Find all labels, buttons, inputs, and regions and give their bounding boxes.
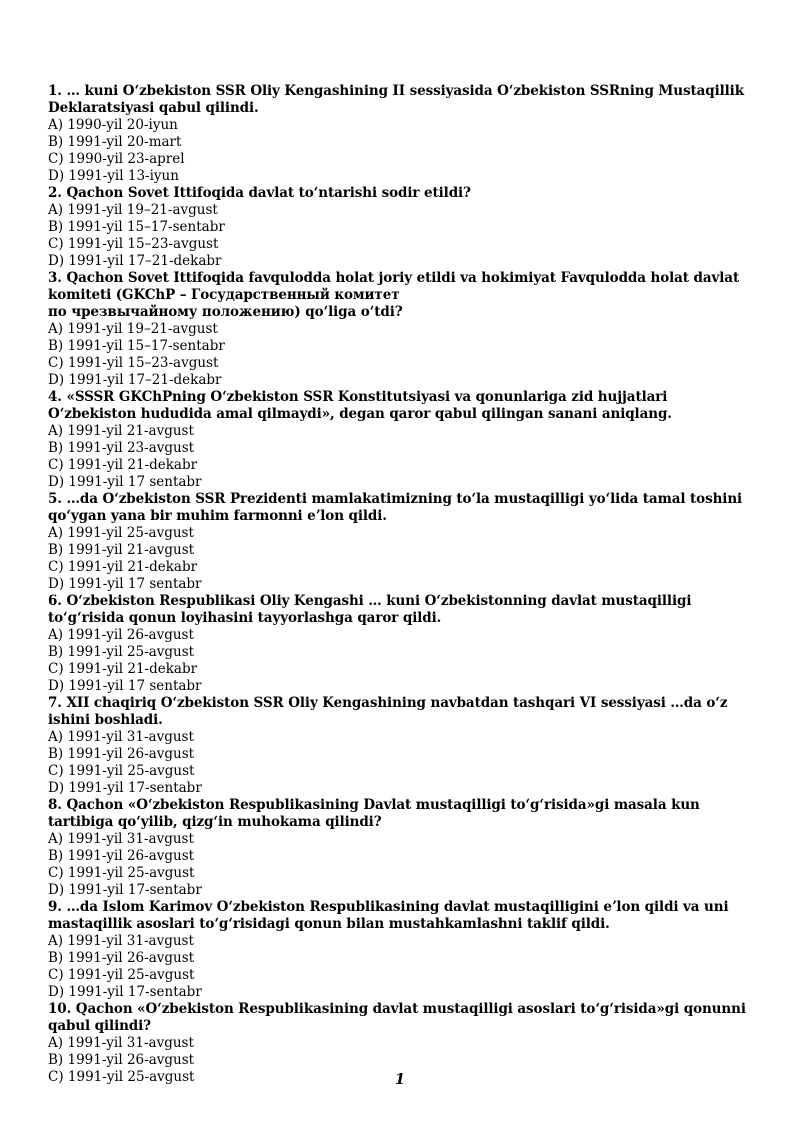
option-letter: B ) xyxy=(48,542,67,558)
option-text: 1991-yil 31-avgust xyxy=(67,729,194,745)
question-text: 3. Qachon Sovet Ittifoqida favqulodda holat joriy etildi va hokimiyat Favqulodda holat davlat komiteti (GKChP – Государственный комитет по чрезвычайному положению) qoʻliga oʻtdi? xyxy=(48,270,740,320)
answer-option xyxy=(48,644,753,661)
question-text: 9. …da Islom Karimov Oʻzbekiston Respublikasining davlat mustaqilligini eʼlon qildi va uni mastaqillik asoslari toʻgʻrisidagi qonun bilan mustahkamlashni taklif qildi. xyxy=(48,899,729,932)
option-text: 1991-yil 25-avgust xyxy=(67,525,194,541)
question-list xyxy=(48,83,753,1086)
answer-option xyxy=(48,729,753,746)
option-letter: B ) xyxy=(48,1052,67,1068)
answer-option xyxy=(48,321,753,338)
option-letter: A ) xyxy=(48,627,67,643)
page-number: 1 xyxy=(394,1070,406,1088)
answer-option xyxy=(48,559,753,576)
answer-option xyxy=(48,355,753,372)
option-letter: A ) xyxy=(48,729,67,745)
option-text: 1991-yil 17–21-dekabr xyxy=(68,253,222,269)
question-block xyxy=(48,797,753,899)
option-text: 1991-yil 26-avgust xyxy=(67,627,194,643)
answer-option xyxy=(48,440,753,457)
answer-option xyxy=(48,933,753,950)
option-letter: B ) xyxy=(48,848,67,864)
question-block xyxy=(48,185,753,270)
option-letter: C ) xyxy=(48,967,68,983)
answer-option xyxy=(48,746,753,763)
answer-option xyxy=(48,219,753,236)
option-text: 1991-yil 13-iyun xyxy=(68,168,179,184)
option-letter: A ) xyxy=(48,321,67,337)
question-block xyxy=(48,899,753,1001)
option-text: 1991-yil 25-avgust xyxy=(67,763,195,779)
answer-option xyxy=(48,967,753,984)
option-letter: B ) xyxy=(48,338,67,354)
option-text: 1991-yil 21-avgust xyxy=(67,423,194,439)
option-text: 1991-yil 20-mart xyxy=(67,134,182,150)
answer-option xyxy=(48,865,753,882)
option-letter: C ) xyxy=(48,457,68,473)
answer-option xyxy=(48,236,753,253)
option-text: 1991-yil 26-avgust xyxy=(67,746,195,762)
option-letter: D ) xyxy=(48,678,68,694)
answer-option xyxy=(48,253,753,270)
answer-option xyxy=(48,372,753,389)
option-text: 1991-yil 21-dekabr xyxy=(67,457,198,473)
answer-option xyxy=(48,576,753,593)
option-letter: D ) xyxy=(48,984,68,1000)
question-text: 8. Qachon «Oʻzbekiston Respublikasining Davlat mustaqilligi toʻgʻrisida»gi masala kun tartibiga qoʻyilib, qizgʻin muhokama qilindi? xyxy=(48,797,700,830)
option-letter: C ) xyxy=(48,151,68,167)
option-letter: C ) xyxy=(48,236,68,252)
answer-option xyxy=(48,780,753,797)
option-letter: D ) xyxy=(48,780,68,796)
answer-option xyxy=(48,542,753,559)
question-block xyxy=(48,83,753,185)
option-letter: C ) xyxy=(48,763,68,779)
option-text: 1991-yil 17 sentabr xyxy=(68,576,202,592)
option-letter: D ) xyxy=(48,474,68,490)
answer-option xyxy=(48,338,753,355)
option-letter: A ) xyxy=(48,933,67,949)
option-letter: A ) xyxy=(48,117,67,133)
option-text: 1991-yil 21-dekabr xyxy=(67,661,198,677)
answer-option xyxy=(48,661,753,678)
answer-option xyxy=(48,525,753,542)
option-text: 1991-yil 25-avgust xyxy=(67,967,195,983)
option-text: 1991-yil 15–17-sentabr xyxy=(67,338,225,354)
option-letter: C ) xyxy=(48,559,68,575)
option-letter: D ) xyxy=(48,882,68,898)
option-letter: B ) xyxy=(48,440,67,456)
option-text: 1991-yil 26-avgust xyxy=(67,1052,195,1068)
option-text: 1991-yil 15–23-avgust xyxy=(67,355,219,371)
option-text: 1991-yil 19–21-avgust xyxy=(67,321,218,337)
answer-option xyxy=(48,848,753,865)
answer-option xyxy=(48,474,753,491)
option-letter: B ) xyxy=(48,644,67,660)
option-letter: A ) xyxy=(48,525,67,541)
option-text: 1991-yil 26-avgust xyxy=(67,848,195,864)
question-text: 7. XII chaqiriq Oʻzbekiston SSR Oliy Kengashining navbatdan tashqari VI sessiyasi …da oʻz ishini boshladi. xyxy=(48,695,728,728)
answer-option xyxy=(48,423,753,440)
question-block xyxy=(48,695,753,797)
option-letter: D ) xyxy=(48,372,68,388)
option-text: 1991-yil 17 sentabr xyxy=(68,474,202,490)
answer-option xyxy=(48,117,753,134)
question-block xyxy=(48,491,753,593)
option-letter: A ) xyxy=(48,202,67,218)
option-text: 1991-yil 31-avgust xyxy=(67,1035,194,1051)
option-text: 1991-yil 23-avgust xyxy=(67,440,195,456)
answer-option xyxy=(48,151,753,168)
answer-option xyxy=(48,168,753,185)
option-text: 1990-yil 23-aprel xyxy=(67,151,185,167)
answer-option xyxy=(48,134,753,151)
option-letter: C ) xyxy=(48,865,68,881)
question-text: 6. Oʻzbekiston Respublikasi Oliy Kengashi … kuni Oʻzbekistonning davlat mustaqilligi toʻgʻrisida qonun loyihasini tayyorlashga qaror qildi. xyxy=(48,593,692,626)
answer-option xyxy=(48,831,753,848)
option-letter: B ) xyxy=(48,219,67,235)
option-letter: A ) xyxy=(48,423,67,439)
option-letter: D ) xyxy=(48,168,68,184)
option-text: 1991-yil 15–23-avgust xyxy=(67,236,219,252)
option-letter: B ) xyxy=(48,746,67,762)
option-text: 1991-yil 17-sentabr xyxy=(68,984,202,1000)
option-letter: C ) xyxy=(48,1069,68,1085)
option-text: 1991-yil 25-avgust xyxy=(67,644,195,660)
answer-option xyxy=(48,984,753,1001)
option-letter: A ) xyxy=(48,1035,67,1051)
question-block xyxy=(48,270,753,389)
option-letter: B ) xyxy=(48,134,67,150)
answer-option xyxy=(48,202,753,219)
option-letter: D ) xyxy=(48,253,68,269)
question-text: 1. … kuni Oʻzbekiston SSR Oliy Kengashining II sessiyasida Oʻzbekiston SSRning Mustaqillik Deklaratsiyasi qabul qilindi. xyxy=(48,83,744,116)
option-text: 1991-yil 19–21-avgust xyxy=(67,202,218,218)
question-text: 5. …da Oʻzbekiston SSR Prezidenti mamlakatimizning toʻla mustaqilligi yoʻlida tamal toshini qoʻygan yana bir muhim farmonni eʼlon qildi. xyxy=(48,491,743,524)
option-letter: D ) xyxy=(48,576,68,592)
option-text: 1991-yil 17-sentabr xyxy=(68,882,202,898)
answer-option xyxy=(48,882,753,899)
option-text: 1991-yil 21-dekabr xyxy=(67,559,198,575)
question-text: 2. Qachon Sovet Ittifoqida davlat toʻntarishi sodir etildi? xyxy=(48,185,471,201)
answer-option xyxy=(48,763,753,780)
answer-option xyxy=(48,1052,753,1069)
option-text: 1991-yil 15–17-sentabr xyxy=(67,219,225,235)
option-text: 1991-yil 17-sentabr xyxy=(68,780,202,796)
answer-option xyxy=(48,1035,753,1052)
option-text: 1991-yil 21-avgust xyxy=(67,542,195,558)
answer-option xyxy=(48,627,753,644)
option-text: 1991-yil 17–21-dekabr xyxy=(68,372,222,388)
option-text: 1990-yil 20-iyun xyxy=(67,117,178,133)
question-text: 4. «SSSR GKChPning Oʻzbekiston SSR Konstitutsiyasi va qonunlariga zid hujjatlari Oʻzbekiston hududida amal qilmaydi», degan qaror qabul qilingan sanani aniqlang. xyxy=(48,389,672,422)
answer-option xyxy=(48,457,753,474)
answer-option xyxy=(48,950,753,967)
option-letter: C ) xyxy=(48,661,68,677)
option-text: 1991-yil 25-avgust xyxy=(67,1069,195,1085)
option-text: 1991-yil 17 sentabr xyxy=(68,678,202,694)
option-letter: B ) xyxy=(48,950,67,966)
option-text: 1991-yil 31-avgust xyxy=(67,831,194,847)
question-block xyxy=(48,389,753,491)
option-text: 1991-yil 31-avgust xyxy=(67,933,194,949)
answer-option xyxy=(48,678,753,695)
option-letter: A ) xyxy=(48,831,67,847)
option-letter: C ) xyxy=(48,355,68,371)
option-text: 1991-yil 26-avgust xyxy=(67,950,195,966)
question-block xyxy=(48,593,753,695)
option-text: 1991-yil 25-avgust xyxy=(67,865,195,881)
question-text: 10. Qachon «Oʻzbekiston Respublikasining davlat mustaqilligi asoslari toʻgʻrisida»gi qonunni qabul qilindi? xyxy=(48,1001,746,1034)
